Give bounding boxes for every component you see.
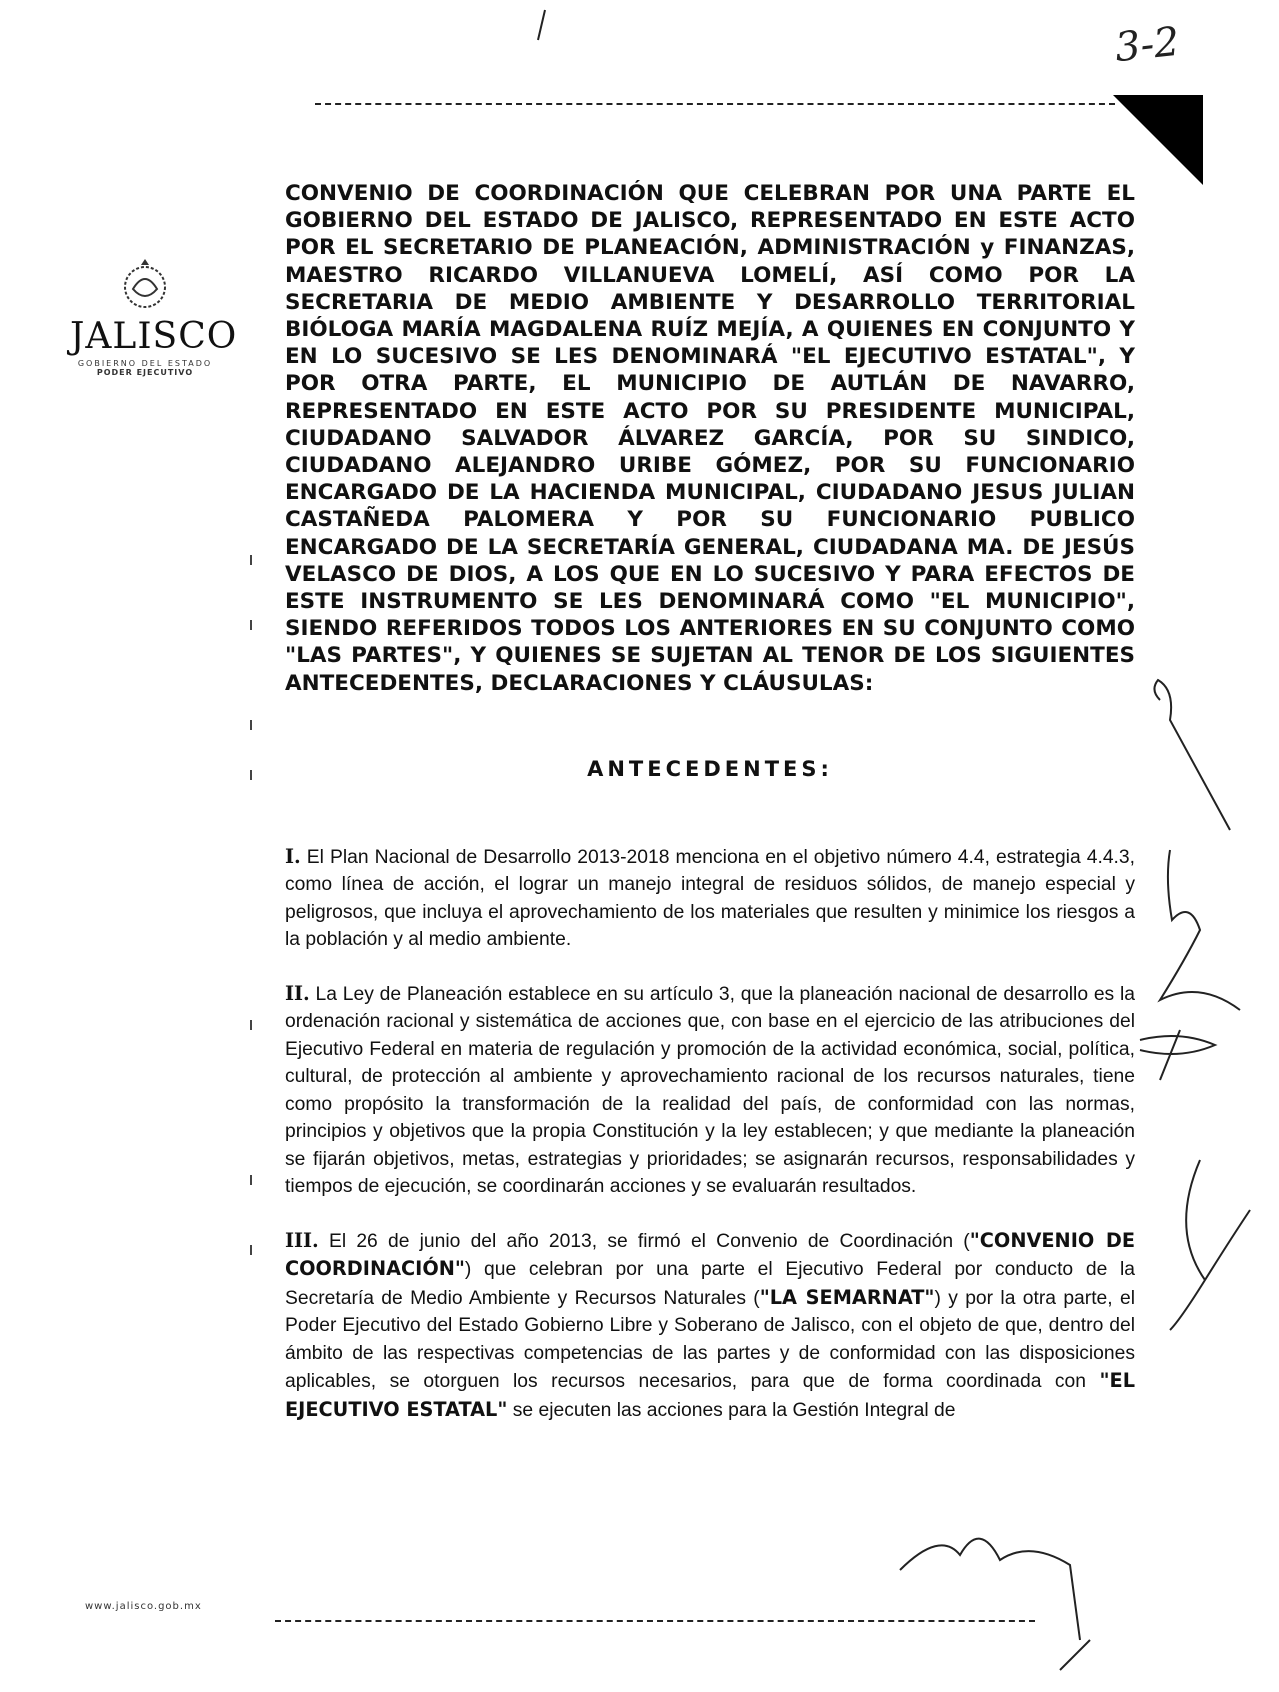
crest-icon: [115, 255, 175, 315]
paragraph-text: ) que celebran por una parte el Ejecutivo Federal por conducto de la Secretaría de Medio Ambiente y Recursos Naturales (: [285, 1259, 1135, 1309]
document-heading: CONVENIO DE COORDINACIÓN QUE CELEBRAN POR UNA PARTE EL GOBIERNO DEL ESTADO DE JALISCO, REPRESENTADO EN ESTE ACTO POR EL SECRETARIO DE PLANEACIÓN, ADMINISTRACIÓN y FINANZAS, MAESTRO RICARDO VILLANUEVA LOMELÍ, ASÍ COMO POR LA SECRETARIA DE MEDIO AMBIENTE Y DESARROLLO TERRITORIAL BIÓLOGA MARÍA MAGDALENA RUÍZ MEJÍA, A QUIENES EN CONJUNTO Y EN LO SUCESIVO SE LES DENOMINARÁ "EL EJECUTIVO ESTATAL", Y POR OTRA PARTE, EL MUNICIPIO DE AUTLÁN DE NAVARRO, REPRESENTADO EN ESTE ACTO POR SU PRESIDENTE MUNICIPAL, CIUDADANO SALVADOR ÁLVAREZ GARCÍA, POR SU SINDICO, CIUDADANO ALEJANDRO URIBE GÓMEZ, POR SU FUNCIONARIO ENCARGADO DE LA HACIENDA MUNICIPAL, CIUDADANO JESUS JULIAN CASTAÑEDA PALOMERA Y POR SU FUNCIONARIO PUBLICO ENCARGADO DE LA SECRETARÍA GENERAL, CIUDADANA MA. DE JESÚS VELASCO DE DIOS, A LOS QUE EN LO SUCESIVO Y PARA EFECTOS DE ESTE INSTRUMENTO SE LES DENOMINARÁ COMO "EL MUNICIPIO", SIENDO REFERIDOS TODOS LOS ANTERIORES EN SU CONJUNTO COMO "LAS PARTES", Y QUIENES SE SUJETAN AL TENOR DE LOS SIGUIENTES ANTECEDENTES, DECLARACIONES Y CLÁUSULAS:: [285, 181, 1135, 696]
bottom-rule: [275, 1620, 1035, 1622]
signature-mark: [900, 1539, 1090, 1670]
margin-tick: [250, 1020, 252, 1030]
corner-mark: [1113, 95, 1203, 185]
margin-tick: [250, 1245, 252, 1255]
paragraph-text: El 26 de junio del año 2013, se firmó el Convenio de Coordinación (: [318, 1230, 970, 1252]
section-title: ANTECEDENTES:: [587, 756, 833, 781]
document-body: [285, 180, 1135, 1450]
signature-mark: [1140, 1030, 1215, 1080]
footer-website: www.jalisco.gob.mx: [85, 1601, 202, 1612]
margin-tick: [250, 770, 252, 780]
margin-tick: [250, 1175, 252, 1185]
signature-mark: [1170, 1160, 1250, 1330]
margin-tick: [250, 555, 252, 565]
margin-tick: [250, 720, 252, 730]
paragraph-text: ) y por la otra parte, el Poder Ejecutivo del Estado Gobierno Libre y Soberano de Jalisco, con el objeto de que, dentro del ámbito de las respectivas competencias de las partes y de conformidad con las disposiciones aplicables, se otorguen los recursos necesarios, para que de forma coordinada con: [285, 1287, 1135, 1393]
paragraph-1: [285, 843, 1135, 954]
logo-tagline: GOBIERNO DEL ESTADO: [77, 359, 213, 368]
paragraph-number: II.: [285, 981, 310, 1005]
signature-mark: [1160, 850, 1240, 1010]
paragraph-3: [285, 1227, 1135, 1425]
paragraph-text: El Plan Nacional de Desarrollo 2013-2018 menciona en el objetivo número 4.4, estrategia 4.4.3, como línea de acción, el lograr un manejo integral de residuos sólidos, de manejo especial y peligrosos, que incluya el aprovechamiento de los materiales que resulten y minimice los riesgos a la población y al medio ambiente.: [285, 846, 1135, 951]
jalisco-logo: [70, 255, 238, 377]
bold-term: "CONVENIO DE COORDINACIÓN": [285, 1228, 1135, 1281]
paragraph-number: I.: [285, 844, 301, 868]
signature-mark: [538, 10, 545, 40]
top-rule: [315, 103, 1115, 105]
signature-mark: [1154, 680, 1230, 830]
bold-term: "LA SEMARNAT": [759, 1285, 935, 1309]
paragraph-text: La Ley de Planeación establece en su artículo 3, que la planeación nacional de desarrollo es la ordenación racional y sistemática de acciones que, con base en el ejercicio de las atribuciones del Ejecutivo Federal en materia de regulación y promoción de la actividad económica, social, política, cultural, de protección al ambiente y aprovechamiento racional de los recursos naturales, tiene como propósito la transformación de la realidad del país, de conformidad con las normas, principios y objetivos que la propia Constitución y la ley establecen; y que mediante la planeación se fijarán objetivos, metas, estrategias y prioridades; se asignarán recursos, responsabilidades y tiempos de ejecución, se coordinarán acciones y se evaluarán resultados.: [285, 983, 1135, 1198]
paragraph-number: III.: [285, 1228, 319, 1252]
margin-tick: [250, 620, 252, 630]
paragraph-2: [285, 980, 1135, 1201]
page-number: 3-2: [1112, 18, 1182, 72]
paragraph-text: se ejecuten las acciones para la Gestión Integral de: [507, 1399, 956, 1421]
logo-subtitle: PODER EJECUTIVO: [96, 368, 194, 377]
bold-term: "EL EJECUTIVO ESTATAL": [285, 1369, 1135, 1421]
logo-name: JALISCO: [70, 316, 238, 357]
